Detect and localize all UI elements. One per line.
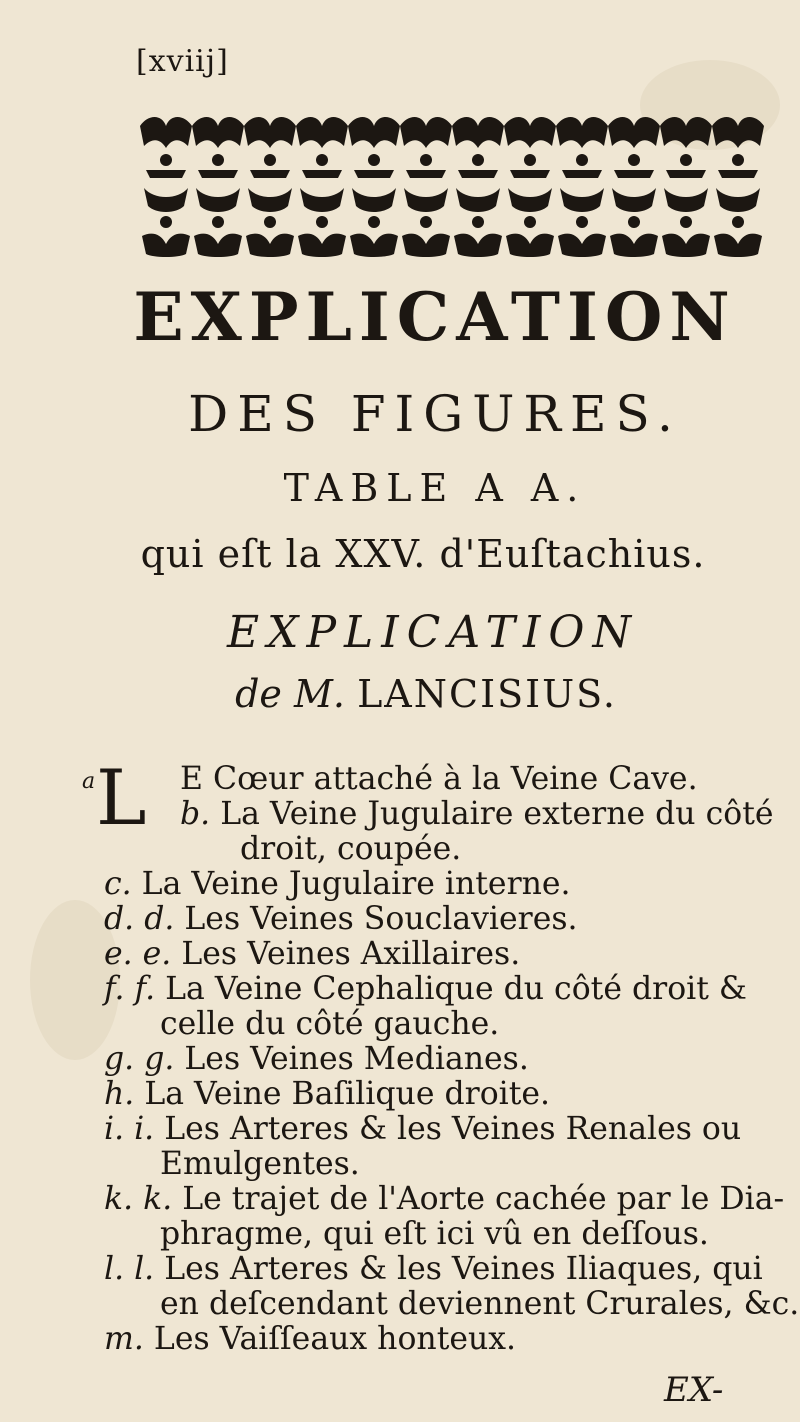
legend-text: La Veine Baſilique droite. [144,1076,551,1112]
legend-key: a [82,769,96,794]
catchword: EX- [664,1370,724,1410]
legend-entry [104,1077,794,1112]
legend-continuation: phragme, qui eſt ici vû en deſſous. [160,1216,709,1252]
table-caption: qui eſt la XXV. d'Euſtachius. [140,532,706,576]
legend-entry [104,1112,794,1182]
legend-text: Le trajet de l'Aorte cachée par le Dia- [182,1181,785,1217]
legend-key: h. [104,1076,135,1112]
attribution-name: LANCISIUS. [357,672,617,716]
legend-text: La Veine Cephalique du côté droit & [165,971,747,1007]
legend-continuation: Emulgentes. [160,1146,360,1182]
legend-text: Les Arteres & les Veines Renales ou [164,1111,742,1147]
legend-continuation: droit, coupée. [240,831,462,867]
legend-text: Les Veines Souclavieres. [184,901,578,937]
legend-entry [104,1322,794,1357]
legend-key: f. f. [104,971,156,1007]
legend-text: Les Veines Medianes. [184,1041,529,1077]
legend-entry [104,972,794,1042]
table-heading: TABLE A A. [283,466,587,510]
legend-key: m. [104,1321,144,1357]
attribution [0,672,800,716]
explication-heading: EXPLICATION [227,607,639,658]
legend-key: k. k. [104,1181,173,1217]
legend-entry [104,1182,794,1252]
legend-key: b. [180,796,211,832]
legend-text: Les Arteres & les Veines Iliaques, qui [164,1251,763,1287]
legend-key: d. d. [104,901,175,937]
drop-capital: L [96,753,147,842]
legend-key: c. [104,866,132,902]
page-subtitle: DES FIGURES. [188,385,682,443]
legend-entry [104,867,794,902]
legend-text: E Cœur attaché à la Veine Cave. [180,761,698,797]
legend-entry [82,753,794,867]
figure-legend [82,753,800,1357]
legend-entry [104,902,794,937]
legend-key: i. i. [104,1111,155,1147]
legend-entry [104,1042,794,1077]
page-number: [xviij] [136,44,229,79]
legend-text: La Veine Jugulaire externe du côté [220,796,774,832]
legend-entry [104,937,794,972]
legend-entry [104,1251,800,1322]
legend-text: Les Veines Axillaires. [181,936,521,972]
legend-line [180,797,794,832]
legend-key: g. g. [104,1041,175,1077]
legend-key: l. l. [104,1251,155,1287]
page-title: EXPLICATION [133,278,737,356]
legend-text: Les Vaiſſeaux honteux. [153,1321,517,1357]
legend-key: e. e. [104,936,172,972]
fleuron-ornament-icon [140,112,772,262]
legend-text: La Veine Jugulaire interne. [141,866,571,902]
legend-list [104,866,800,1357]
legend-continuation: en deſcendant deviennent Crurales, &c. [160,1286,800,1322]
attribution-prefix: de M. [235,672,345,716]
legend-continuation: celle du côté gauche. [160,1006,500,1042]
